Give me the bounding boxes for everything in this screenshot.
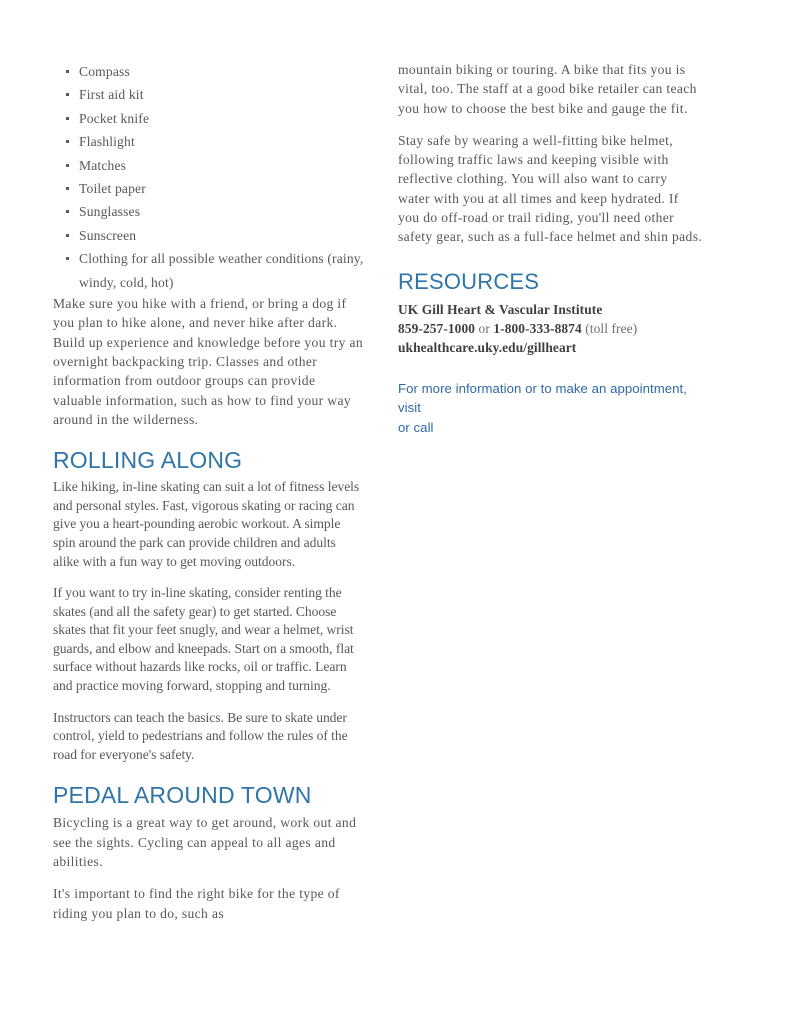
callout-line-1: For more information or to make an appointment, bbox=[398, 380, 687, 396]
resources-contact-block bbox=[398, 300, 703, 357]
callout-line-3: or call bbox=[398, 419, 434, 435]
heading-resources: RESOURCES bbox=[398, 268, 540, 294]
pedal-paragraph-2: It's important to find the right bike for the type of riding you plan to do, such as bbox=[53, 886, 340, 921]
bike-safety-paragraph: Stay safe by wearing a well-fitting bike helmet, following traffic laws and keeping visible with reflective clothing. You will also want to carry water with you at all times and keep hydrated. If you do off-road or trail riding, you'll need other safety gear, such as a full-face helmet and shin pads. bbox=[398, 132, 703, 245]
rolling-along-paragraph-1: Like hiking, in-line skating can suit a lot of fitness levels and personal styles. Fast, vigorous skating or racing can give you a heart-pounding aerobic workout. A simple spin around the park can provide children and adults alike with a fun way to get moving outdoors. bbox=[53, 479, 360, 569]
rolling-along-paragraph-2: If you want to try in-line skating, consider renting the skates (and all the safety gear) to get started. Choose skates that fit your feet snugly, and wear a helmet, wrist guards, and elbow and kneepads. Start on a smooth, flat surface without hazards like rocks, oil or traffic. Learn and practice moving forward, stopping and turning. bbox=[53, 585, 354, 694]
heading-rolling-along: ROLLING ALONG bbox=[53, 447, 243, 474]
website-url[interactable]: ukhealthcare.uky.edu/gillheart bbox=[398, 339, 577, 355]
list-item: Sunglasses bbox=[79, 200, 365, 223]
list-item: First aid kit bbox=[79, 83, 365, 106]
bike-fit-paragraph: mountain biking or touring. A bike that fits you is vital, too. The staff at a good bike retailer can teach you how to choose the best bike and gauge the fit. bbox=[398, 62, 697, 116]
callout-line-2: visit bbox=[398, 400, 421, 416]
phone-primary: 859-257-1000 bbox=[398, 320, 476, 336]
list-item: Compass bbox=[79, 60, 365, 83]
list-item: Pocket knife bbox=[79, 107, 365, 130]
organization-label: UK Gill Heart & Vascular Institute bbox=[398, 301, 603, 317]
list-item: Toilet paper bbox=[79, 177, 365, 200]
website-line[interactable] bbox=[398, 338, 703, 357]
organization-name bbox=[398, 300, 703, 319]
hiking-safety-paragraph: Make sure you hike with a friend, or bring a dog if you plan to hike alone, and never hike after dark. Build up experience and knowledge before you try an overnight backpacking trip. Classes and other information from outdoor groups can provide valuable information, such as how to find your way around in the wilderness. bbox=[53, 296, 364, 427]
rolling-along-paragraph-3: Instructors can teach the basics. Be sure to skate under control, yield to pedestrians and follow the rules of the road for everyone's safety. bbox=[53, 709, 348, 762]
pedal-paragraph-1: Bicycling is a great way to get around, work out and see the sights. Cycling can appeal to all ages and abilities. bbox=[53, 815, 357, 870]
list-item: Matches bbox=[79, 154, 365, 177]
right-column bbox=[398, 60, 703, 437]
phone-tollfree: 1-800-333-8874 bbox=[493, 320, 582, 336]
appointment-callout bbox=[398, 379, 703, 438]
phone-conjunction: or bbox=[478, 320, 490, 336]
phone-tollfree-note: (toll free) bbox=[585, 320, 638, 336]
list-item: Flashlight bbox=[79, 130, 365, 153]
heading-pedal-around-town: PEDAL AROUND TOWN bbox=[53, 782, 312, 809]
phone-line bbox=[398, 319, 703, 338]
gear-checklist bbox=[53, 60, 365, 294]
list-item: Sunscreen bbox=[79, 224, 365, 247]
left-column bbox=[53, 60, 365, 936]
list-item: Clothing for all possible weather conditions (rainy, windy, cold, hot) bbox=[79, 247, 365, 294]
